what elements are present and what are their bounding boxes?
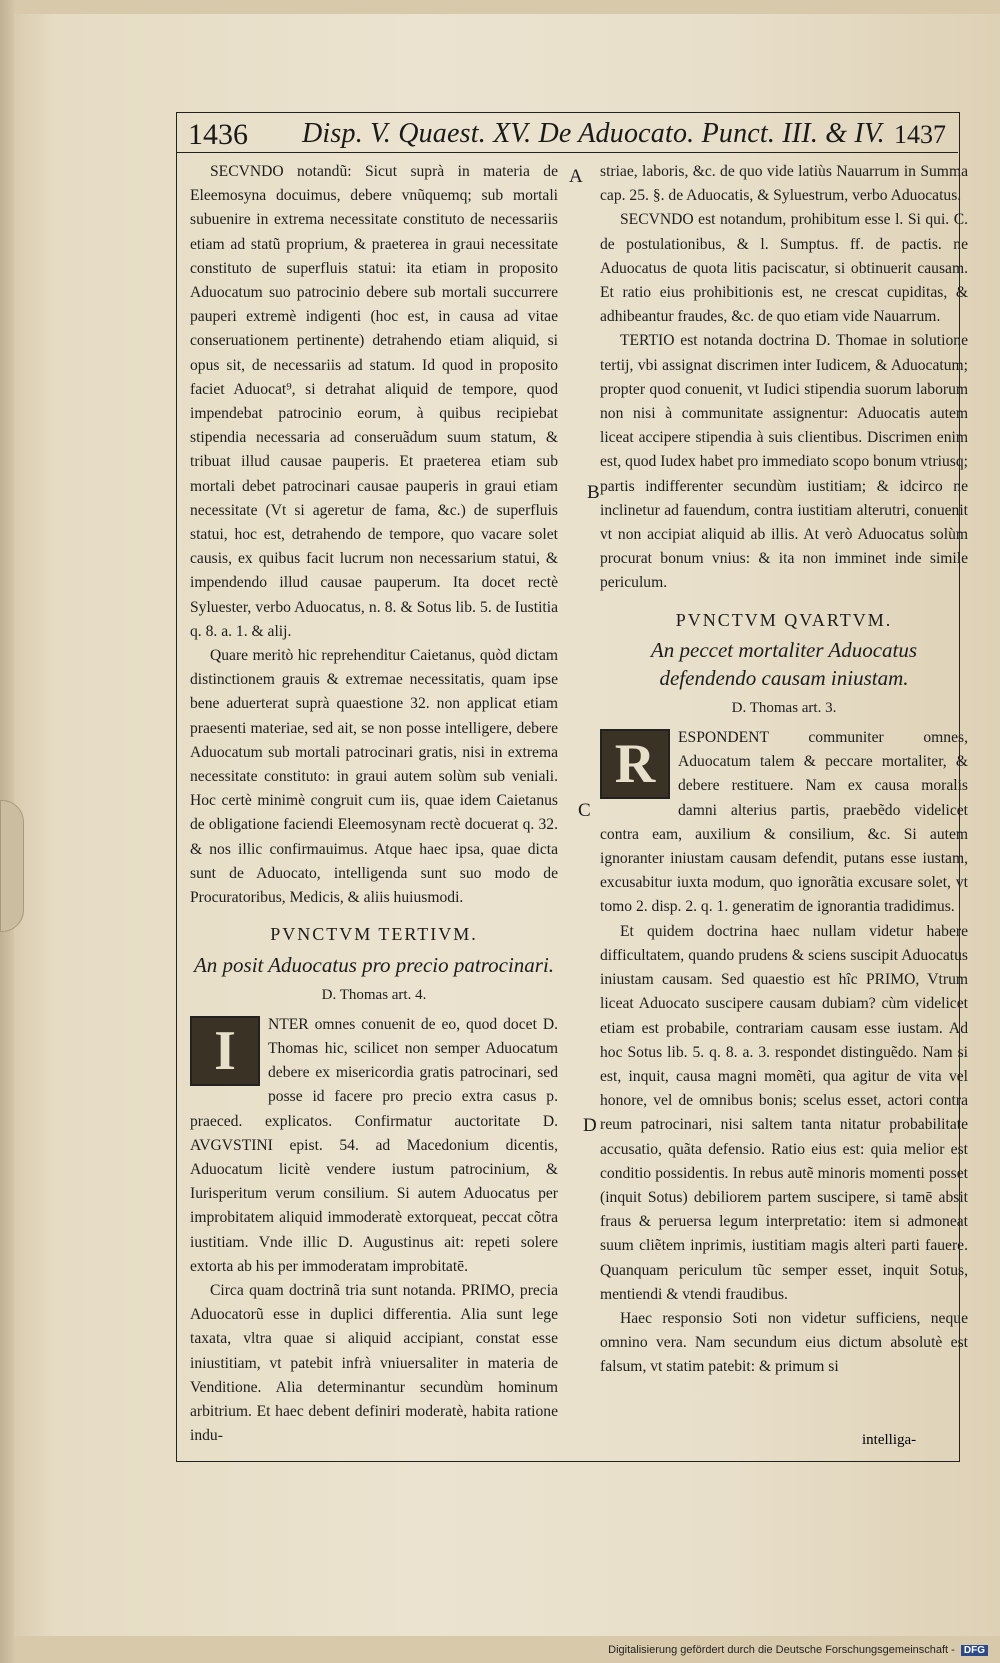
paragraph: Haec responsio Soti non videtur sufficiens, neque omnino vera. Nam secundum eius dictum absolutè est falsum, vt statim patebit: & primum si [600, 1309, 968, 1376]
catchword: intelliga- [862, 1432, 917, 1448]
paragraph: Et quidem doctrina haec nullam videtur habere difficultatem, quando prudens & sciens suscipit Aduocatus iniustam causam. Sed quaestio est hîc PRIMO, Vtrum liceat Aduocato suscipere causam dubiam? cùm videlicet etiam est probabile, contrariam causam esse iustam. Ad hoc Sotus lib. 5. q. 8. a. 3. respondet distinguẽdo. Nam si est, inquit, causa magni momẽti, qua agitur de vita vel honore, vel de omnibus bonis; scelus esset, actori contra reum patrocinari, nisi saltem tanta nitatur probabilitate accusatio, quãta defensio. Ratio eius est: quia melior est conditio possidentis. In rebus autẽ minoris momenti posset (inquit Sotus) debiliorem partem suscipere, si tamē absit fraus & peruersa legum interpretatio: item si admoneat suum cliẽtem inprimis, iustitiam magis alteri parti fauere. Quanquam periculum tũc semper esset, inquit Sotus, mentiendi & vtendi fraudibus. [600, 922, 968, 1303]
paragraph: SECVNDO notandũ: Sicut suprà in materia de Eleemosyna docuimus, debere vnũquemq; sub mortali subuenire in extrema necessitate constituto de necessariis etiam ad statũ proprium, & praeterea in graui necessitate constituto de superfluis statui: ita etiam in proposito Aduocatum suo patrocinio debere sub mortali succurrere pauperi extremè indigenti (hoc est, in causa ad vitae conseruationem pertinente) detrahendo etiam aliquid, si opus sit, de necessariis ad statum. Id quod in proposito faciet Aduocat⁹, si detrahat aliquid de tempore, quod impendebat patrocinio eorum, à quibus recipiebat stipendia necessaria ad conseruãdum suum statum, & tribuat illud causae pauperis. Et praeterea etiam sub mortali debet patrocinari causae pauperis in graui etiam necessitate (Vt si ageretur de fama, &c.) de superfluis statui, hoc est, detrahendo de tempore, quo vacare solet causis, ex quibus facit lucrum non necessarium statui, & impendendo illud causae pauperum. Ita docet rectè Syluester, verbo Aduocatus, n. 8. & Sotus lib. 5. de Iustitia q. 8. a. 1. & alij. [190, 163, 558, 640]
right-column [600, 160, 968, 1380]
section-heading: PVNCTVM TERTIVM. [270, 924, 478, 945]
paragraph: striae, laboris, &c. de quo vide latiùs Nauarrum in Summa cap. 25. §. de Aduocatis, & Syluestrum, verbo Aduocatus. [600, 163, 968, 205]
page-tab [0, 800, 24, 932]
paragraph: Circa quam doctrinã tria sunt notanda. PRIMO, precia Aduocatorũ esse in duplici differentia. Alia sunt lege taxata, vltra quae si aliquid accipiant, constat esse iniustitiam, vt patebit infrà vniuersaliter in materia de Venditione. Alia determinantur secundùm hominum arbitrium. Et haec debent definiri moderatè, habita ratione indu- [190, 1281, 558, 1445]
paragraph: TERTIO est notanda doctrina D. Thomae in solutione tertij, vbi assignat discrimen inter Iudicem, & Aduocatum; propter quod conuenit, vt Iudici stipendia suorum laborum non nisi à communitate assignentur: Aduocatis autem liceat accipere stipendia à suis clientibus. Discrimen enim est, quod Iudex habet pro immediato scopo bonum vtriusq; partis indifferenter secundùm iustitiam; & idcirco ne inclinetur ad fauendum, contra iustitiam alterutri, conuenit vt non accipiat aliquid ab illis. At verò Aduocatus solùm procurat bonum vnius: & ita non imminet inde simile periculum. [600, 332, 968, 592]
margin-marker-b: B [587, 482, 600, 503]
dropcap-ornament [190, 1016, 260, 1086]
paragraph: Quare meritò hic reprehenditur Caietanus, quòd dictam distinctionem grauis & extremae necessitatis, quam ipse bene aduerterat suprà quaestione 32. non applicat etiam praesenti materiae, sed ait, se non posse intelligere, debere Aduocatum sub mortali patrocinari gratis, nisi in extrema necessitate constituto: in graui autem solùm sub veniali. Hoc certè minimè congruit cum iis, quae idem Caietanus de obligatione faciendi Eleemosynam rectè docuerat q. 32. & nos illic confirmauimus. Atque haec ipsa, quae dicta sunt de Aduocato, intelligenda sunt suo modo de Procuratoribus, Medicis, & aliis huiusmodi. [190, 647, 558, 907]
digitization-footer [608, 1644, 988, 1656]
paragraph: NTER omnes conuenit de eo, quod docet D. Thomas hic, scilicet non semper Aduocatum debere ex misericordia gratis patrocinari, sed posse id facere pro precio extra casus p. praeced. explicatos. Confirmatur auctoritate D. AVGVSTINI epist. 54. ad Macedonium dicentis, Aduocatum licitè vendere iustum patrocinium, & Iurisperitum verum consilium. Si autem Aduocatus per improbitatem aliquid immoderatè extorqueat, peccat cõtra iustitiam. Vnde illic D. Augustinus ait: repeti solere extorta ab his per immoderatam improbitatē. [190, 1015, 558, 1275]
paragraph: SECVNDO est notandum, prohibitum esse l. Si qui. C. de postulationibus, & l. Sumptus. ff. de pactis. ne Aduocatus de quota litis paciscatur, si obtinuerit causam. Et ratio eius prohibitionis est, ne crescat cupiditas, & adhibeantur fraudes, &c. de quo etiam vide Nauarrum. [600, 211, 968, 326]
section-title: An peccet mortaliter Aduocatus defendendo causam iniustam. [650, 637, 918, 690]
footer-text: Digitalisierung gefördert durch die Deutsche Forschungsgemeinschaft - [608, 1644, 955, 1656]
dropcap-letter: I [214, 1019, 236, 1082]
dropcap-ornament [600, 729, 670, 799]
section-reference: D. Thomas art. 4. [321, 986, 427, 1003]
section-reference: D. Thomas art. 3. [731, 699, 837, 716]
dfg-logo-icon: DFG [961, 1645, 988, 1656]
page-number-right: 1437 [894, 120, 946, 149]
margin-marker-c: C [578, 800, 591, 821]
margin-marker-d: D [583, 1115, 597, 1136]
section-heading: PVNCTVM QVARTVM. [675, 609, 893, 630]
dropcap-letter: R [614, 733, 656, 796]
margin-marker-a: A [569, 166, 583, 187]
dropcap-paragraph [190, 1013, 558, 1279]
dropcap-paragraph [600, 726, 968, 920]
left-column [190, 160, 558, 1448]
page-number-left: 1436 [188, 118, 248, 151]
paragraph: ESPONDENT communiter omnes, Aduocatum talem & peccare mortaliter, & debere restituere. Nam ex causa moralis damni alterius partis, praebẽdo videlicet contra eam, auxilium & consilium, &c. Si autem ignoranter iniustam causam defendit, putans esse iustam, excusabitur iuxta modum, quo ignorãtia excusare solet, vt tomo 2. disp. 2. q. 1. generatim de ignorantia tradidimus. [600, 729, 968, 916]
header-rule [176, 152, 958, 153]
section-title: An posit Aduocatus pro precio patrocinari. [193, 952, 555, 977]
page-header [182, 118, 954, 154]
running-title: Disp. V. Quaest. XV. De Aduocato. Punct. III. & IV. [302, 118, 885, 149]
